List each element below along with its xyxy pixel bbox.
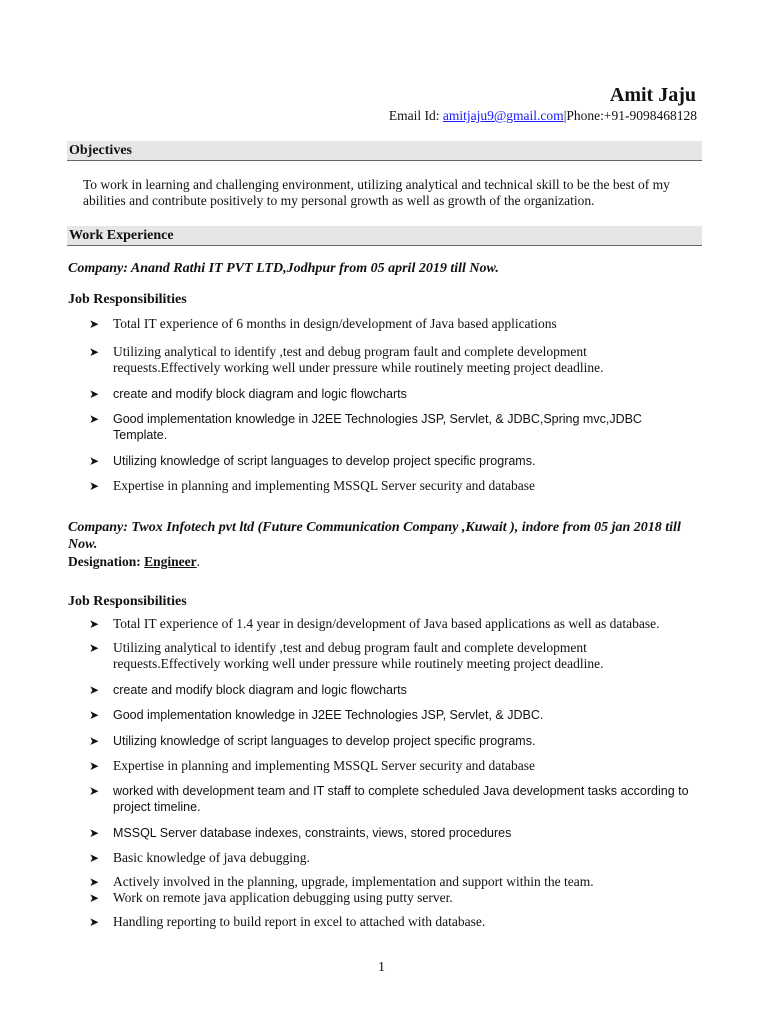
- arrow-bullet-icon: ➤: [89, 759, 100, 773]
- arrow-bullet-icon: ➤: [89, 915, 100, 929]
- objectives-heading: Objectives: [67, 141, 702, 161]
- candidate-name: Amit Jaju: [609, 84, 696, 106]
- job1-company: Company: Anand Rathi IT PVT LTD,Jodhpur from 05 april 2019 till Now.: [68, 261, 499, 276]
- job2-responsibilities-heading: Job Responsibilities: [68, 594, 187, 609]
- arrow-bullet-icon: ➤: [89, 891, 100, 905]
- arrow-bullet-icon: ➤: [89, 851, 100, 865]
- arrow-bullet-icon: ➤: [89, 617, 100, 631]
- job2-designation: Designation: Engineer.: [68, 554, 201, 569]
- arrow-bullet-icon: ➤: [89, 345, 100, 359]
- phone-text: |Phone:+91-9098468128: [563, 108, 697, 123]
- job1-responsibilities-heading: Job Responsibilities: [68, 292, 187, 307]
- arrow-bullet-icon: ➤: [89, 412, 100, 426]
- arrow-bullet-icon: ➤: [89, 826, 100, 840]
- arrow-bullet-icon: ➤: [89, 454, 100, 468]
- arrow-bullet-icon: ➤: [89, 784, 100, 798]
- designation-value: Engineer: [144, 554, 197, 569]
- arrow-bullet-icon: ➤: [89, 875, 100, 889]
- contact-line: [389, 108, 697, 124]
- arrow-bullet-icon: ➤: [89, 641, 100, 655]
- objectives-text: To work in learning and challenging environment, utilizing analytical and technical skill to be the best of my abilities and contribute positively to my personal growth as well as growth of the organization.: [83, 177, 670, 208]
- arrow-bullet-icon: ➤: [89, 479, 100, 493]
- arrow-bullet-icon: ➤: [89, 734, 100, 748]
- arrow-bullet-icon: ➤: [89, 708, 100, 722]
- email-label: Email Id:: [388, 108, 443, 123]
- job2-company: Company: Twox Infotech pvt ltd (Future Communication Company ,Kuwait ), indore from 05 jan 2018 till Now.: [68, 520, 681, 552]
- arrow-bullet-icon: ➤: [89, 387, 100, 401]
- arrow-bullet-icon: ➤: [89, 317, 100, 331]
- designation-label: Designation:: [68, 554, 145, 569]
- work-experience-heading: Work Experience: [67, 226, 702, 246]
- page-number: 1: [378, 960, 385, 975]
- arrow-bullet-icon: ➤: [89, 683, 100, 697]
- email-link[interactable]: amitjaju9@gmail.com: [442, 108, 564, 123]
